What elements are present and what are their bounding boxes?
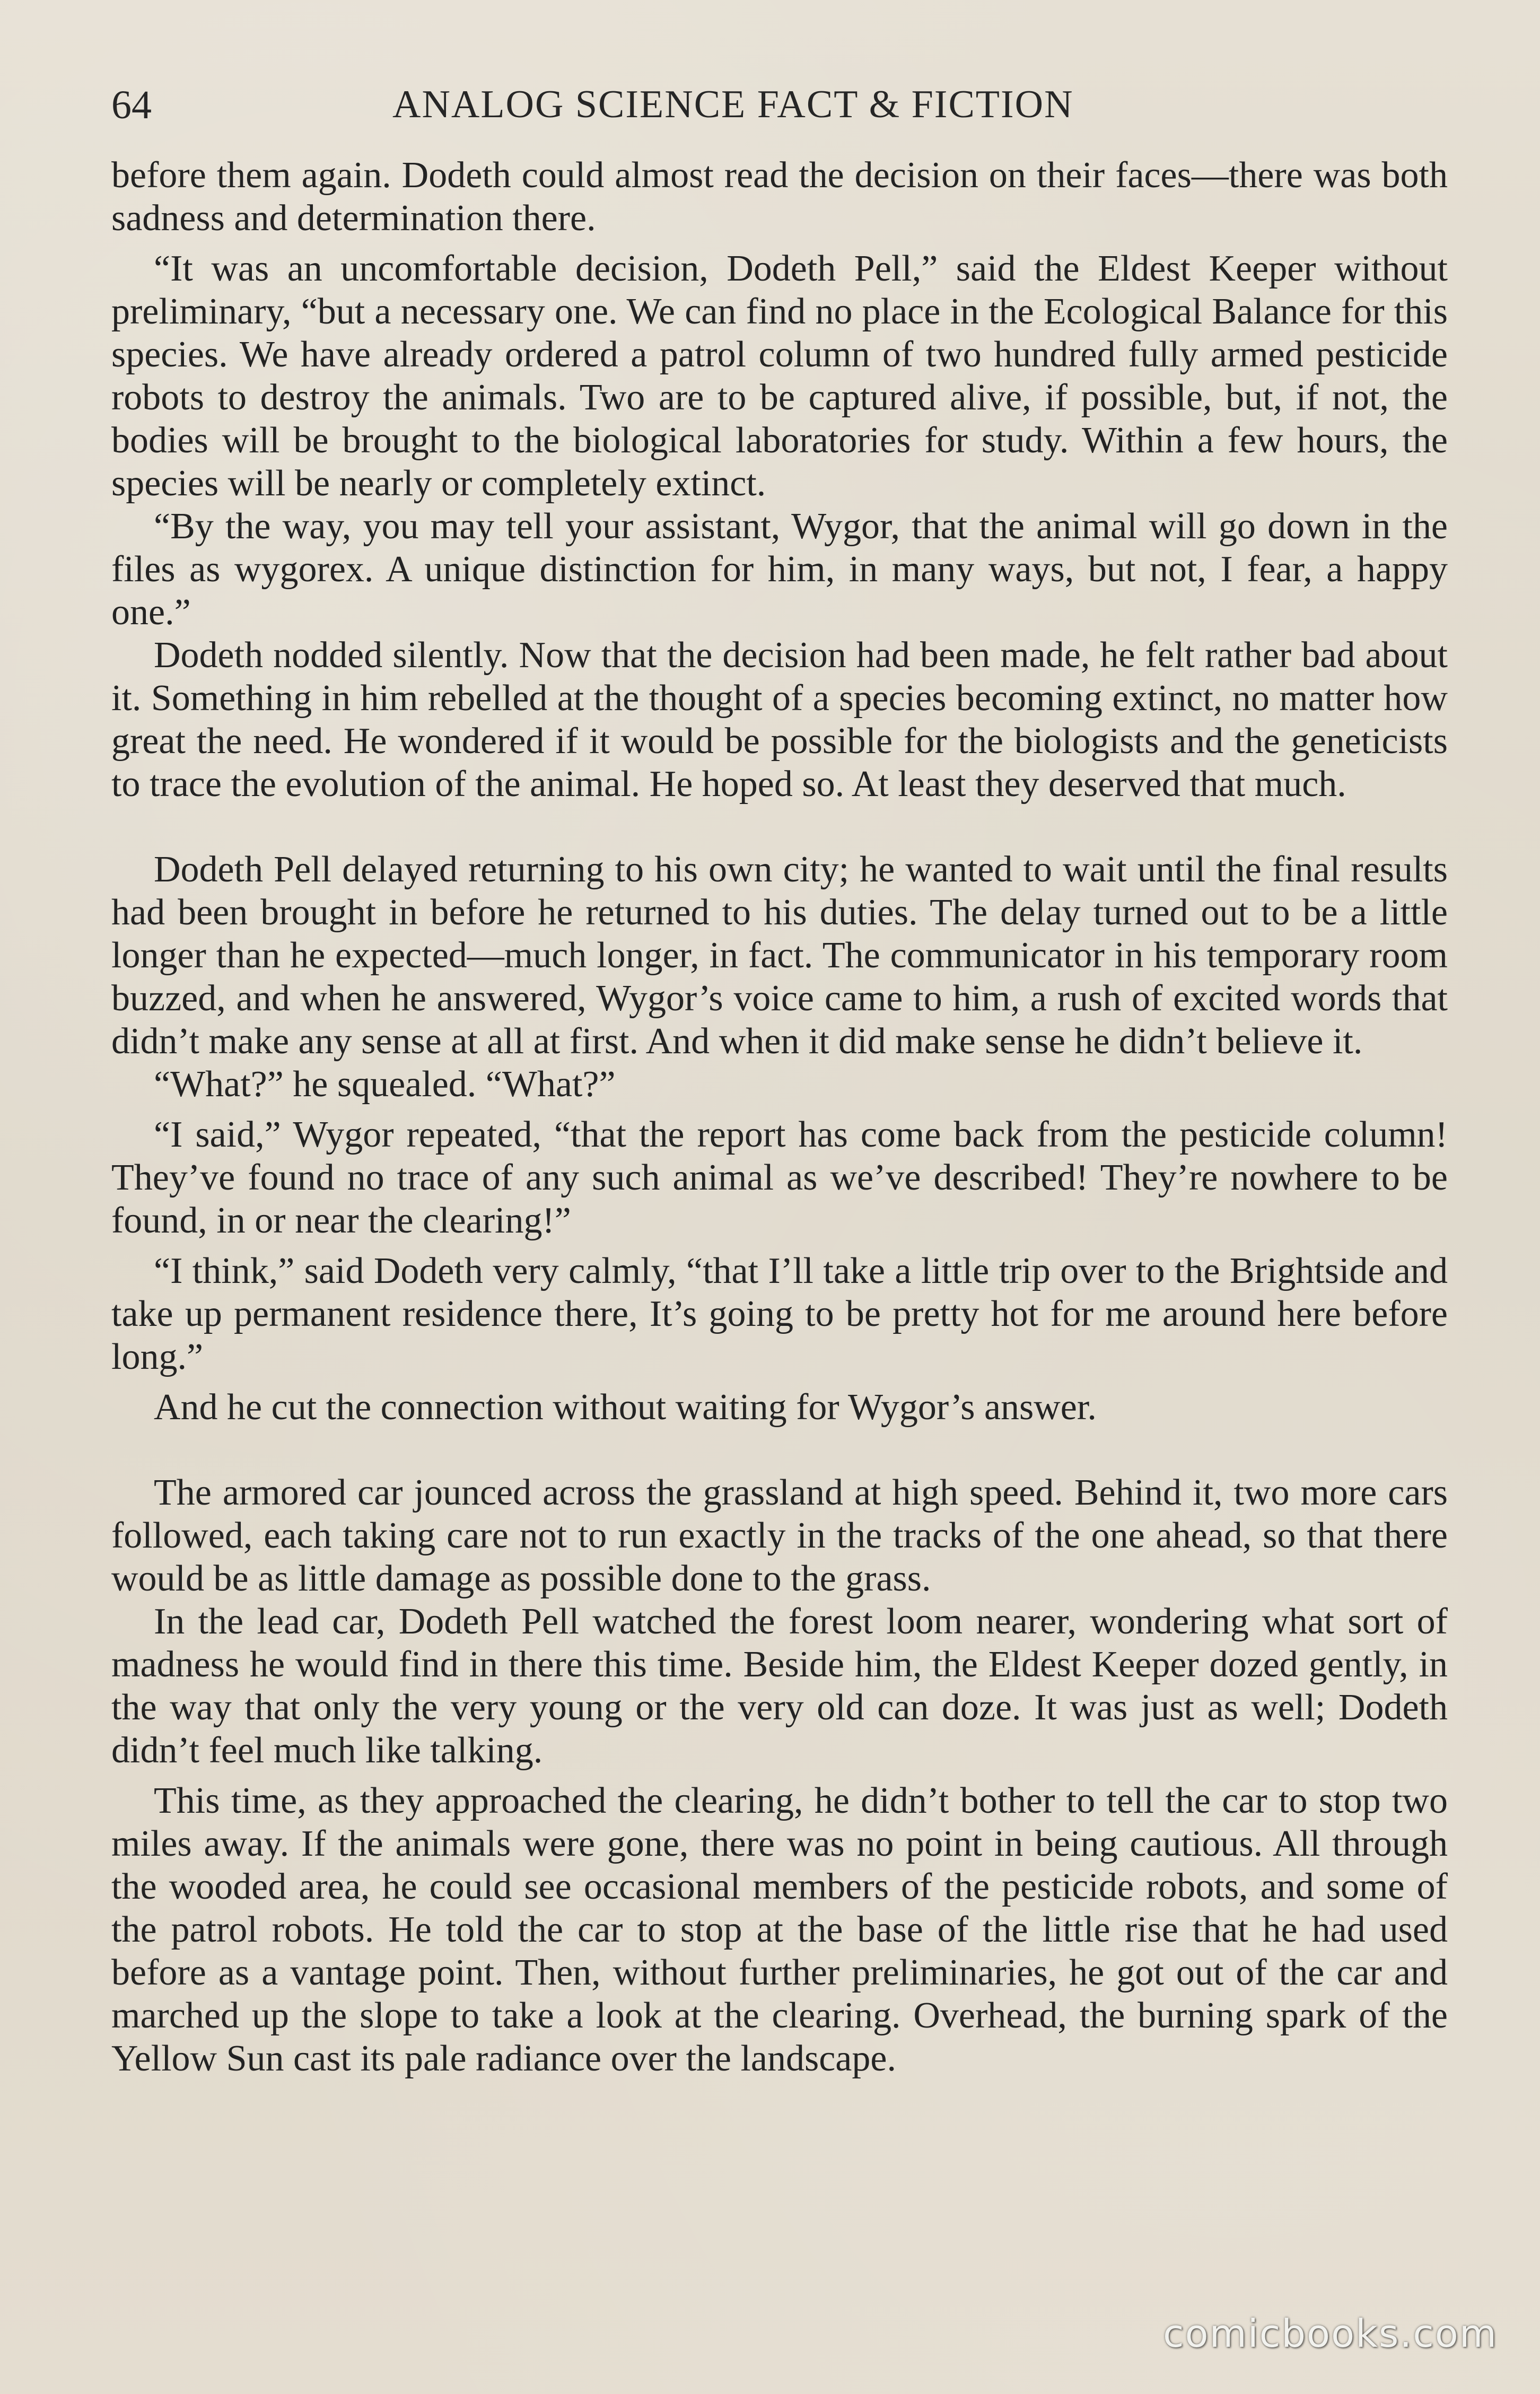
paragraph: Dodeth nodded silently. Now that the decision had been made, he felt rather bad about it. Something in him rebelled at the thought of a species becoming extinct, no matter how great the need. He wondered if it would be possible for the biologists and the geneticists to trace the evolution of the animal. He hoped so. At least they deserved that much. <box>111 635 1448 805</box>
paragraph: “I think,” said Dodeth very calmly, “that I’ll take a little trip over to the Brightside and take up permanent residence there, It’s going to be pretty hot for me around here before long.” <box>111 1251 1448 1377</box>
paragraph: This time, as they approached the clearing, he didn’t bother to tell the car to stop two miles away. If the animals were gone, there was no point in being cautious. All through the wooded area, he could see occasional members of the pesticide robots, and some of the patrol robots. He told the car to stop at the base of the little rise that he had used before as a vantage point. Then, without further preliminaries, he got out of the car and marched up the slope to take a look at the clearing. Overhead, the burning spark of the Yellow Sun cast its pale radiance over the landscape. <box>111 1780 1448 2079</box>
paragraph: “I said,” Wygor repeated, “that the report has come back from the pesticide column! They’ve found no trace of any such animal as we’ve described! They’re nowhere to be found, in or near the clearing!” <box>111 1114 1448 1241</box>
page-number: 64 <box>111 83 152 127</box>
paragraph: And he cut the connection without waiting for Wygor’s answer. <box>154 1387 1097 1428</box>
paragraph: before them again. Dodeth could almost read the decision on their faces—there was both sadness and determination there. <box>111 155 1448 239</box>
page-header <box>111 85 1448 148</box>
site-watermark: comicbooks.com <box>1162 2311 1498 2356</box>
paragraph: “By the way, you may tell your assistant, Wygor, that the animal will go down in the files as wygorex. A unique distinction for him, in many ways, but not, I fear, a happy one.” <box>111 506 1448 633</box>
paragraph: In the lead car, Dodeth Pell watched the forest loom nearer, wondering what sort of madness he would find in there this time. Beside him, the Eldest Keeper dozed gently, in the way that only the very young or the very old can doze. It was just as well; Dodeth didn’t feel much like talking. <box>111 1601 1448 1771</box>
paragraph: “It was an uncomfortable decision, Dodeth Pell,” said the Eldest Keeper without preliminary, “but a necessary one. We can find no place in the Ecological Balance for this species. We have already ordered a patrol column of two hundred fully armed pesticide robots to destroy the animals. Two are to be captured alive, if possible, but, if not, the bodies will be brought to the biological laboratories for study. Within a few hours, the species will be nearly or completely extinct. <box>111 248 1448 504</box>
paragraph: Dodeth Pell delayed returning to his own city; he wanted to wait until the final results had been brought in before he returned to his duties. The delay turned out to be a little longer than he expected—much longer, in fact. The communicator in his temporary room buzzed, and when he answered, Wygor’s voice came to him, a rush of excited words that didn’t make any sense at all at first. And when it did make sense he didn’t believe it. <box>111 849 1448 1062</box>
running-title: ANALOG SCIENCE FACT & FICTION <box>392 83 1074 126</box>
paragraph: “What?” he squealed. “What?” <box>154 1064 616 1105</box>
story-text <box>111 154 1448 2080</box>
paragraph: The armored car jounced across the grassland at high speed. Behind it, two more cars followed, each taking care not to run exactly in the tracks of the one ahead, so that there would be as little damage as possible done to the grass. <box>111 1472 1448 1599</box>
